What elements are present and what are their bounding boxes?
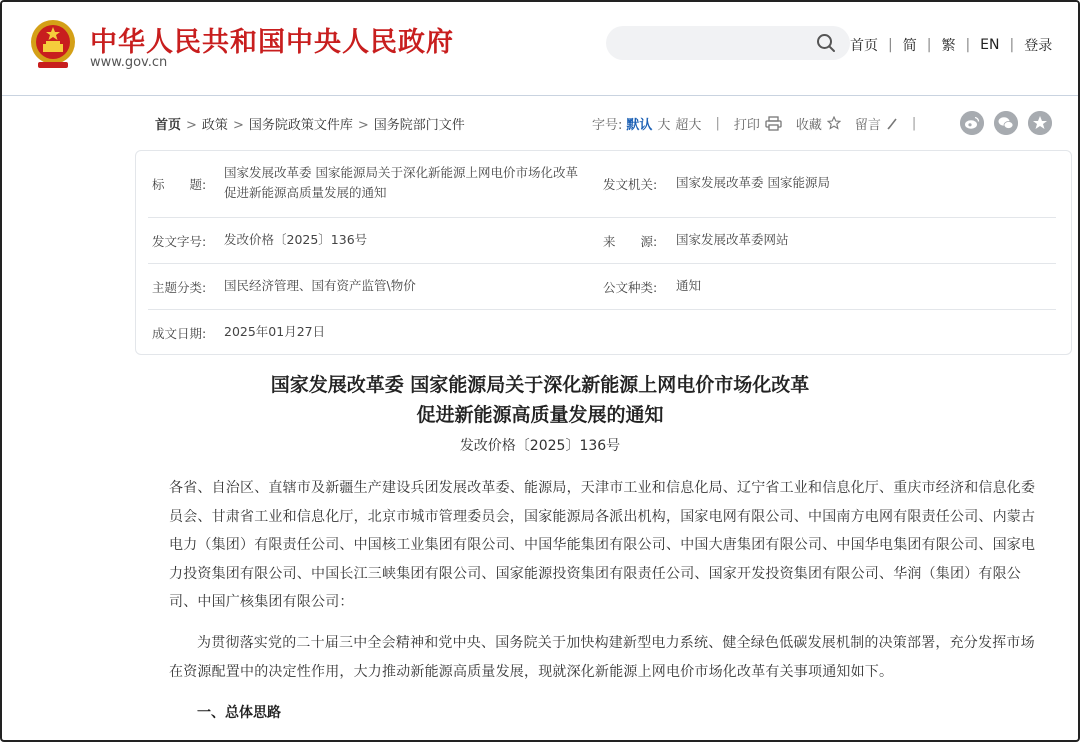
- addressees-paragraph: 各省、自治区、直辖市及新疆生产建设兵团发展改革委、能源局，天津市工业和信息化局、辽宁省工业和信息化厅、重庆市经济和信息化委员会、甘肃省工业和信息化厅，北京市城市管理委员会，国家能源局各派出机构，国家电网有限公司、中国南方电网有限责任公司、内蒙古电力（集团）有限责任公司、中国核工业集团有限公司、中国华能集团有限公司、中国大唐集团有限公司、中国华电集团有限公司、国家电力投资集团有限公司、中国长江三峡集团有限公司、国家能源投资集团有限责任公司、国家开发投资集团有限公司、华润（集团）有限公司、中国广核集团有限公司：: [169, 480, 1036, 610]
- date-label: 成文日期:: [152, 326, 207, 341]
- site-header: [2, 2, 1078, 96]
- nav-home[interactable]: 首页: [850, 38, 878, 54]
- topic-value: 国民经济管理、国有资产监管\物价: [224, 278, 416, 293]
- intro-paragraph: 为贯彻落实党的二十届三中全会精神和党中央、国务院关于加快构建新型电力系统、健全绿色低碳发展机制的决策部署，充分发挥市场在资源配置中的决定性作用，大力推动新能源高质量发展，现就深化新能源上网电价市场化改革有关事项通知如下。: [169, 635, 1035, 680]
- national-emblem-icon[interactable]: [28, 18, 78, 70]
- search-input[interactable]: [606, 26, 850, 60]
- site-name[interactable]: 中华人民共和国中央人民政府: [90, 27, 454, 58]
- nav-separator: |: [965, 37, 971, 53]
- font-size-label: 字号:: [592, 117, 623, 133]
- article-title-line2: 促进新能源高质量发展的通知: [416, 404, 664, 426]
- breadcrumb-department-docs[interactable]: 国务院部门文件: [373, 118, 465, 133]
- top-nav: [850, 35, 1052, 55]
- font-xlarge-button[interactable]: 超大: [675, 117, 702, 133]
- tools-separator: |: [715, 115, 720, 131]
- tools-separator: |: [911, 115, 917, 131]
- row-divider: [148, 309, 1056, 310]
- row-divider: [148, 263, 1056, 264]
- breadcrumb-policy-library[interactable]: 国务院政策文件库: [248, 118, 353, 133]
- row-divider: [148, 217, 1056, 218]
- issuer-label: 发文机关:: [603, 177, 658, 192]
- wechat-share-icon[interactable]: [994, 111, 1018, 135]
- favorite-button[interactable]: 收藏: [795, 117, 822, 133]
- title-value-line2: 促进新能源高质量发展的通知: [224, 185, 387, 200]
- nav-separator: |: [888, 37, 893, 53]
- printer-icon[interactable]: [765, 116, 782, 131]
- breadcrumb-separator: >: [232, 118, 244, 133]
- section-heading: 一、总体思路: [197, 705, 281, 721]
- doctype-value: 通知: [676, 278, 702, 293]
- nav-login[interactable]: 登录: [1024, 38, 1053, 54]
- document-info-table: [135, 150, 1072, 355]
- title-label: 标 题:: [152, 177, 207, 192]
- docno-label: 发文字号:: [152, 234, 207, 249]
- comment-button[interactable]: 留言: [854, 117, 881, 133]
- breadcrumb-home[interactable]: 首页: [155, 118, 182, 133]
- star-icon[interactable]: [827, 116, 841, 130]
- date-value: 2025年01月27日: [224, 324, 326, 339]
- breadcrumb-separator: >: [357, 118, 369, 133]
- weibo-share-icon[interactable]: [960, 111, 984, 135]
- page-tools: [592, 112, 930, 134]
- breadcrumb: [155, 114, 465, 133]
- source-value: 国家发展改革委网站: [676, 232, 789, 247]
- article-doc-number: 发改价格〔2025〕136号: [459, 438, 621, 454]
- site-url: www.gov.cn: [90, 55, 168, 70]
- font-large-button[interactable]: 大: [657, 117, 671, 133]
- source-label: 来 源:: [603, 234, 658, 249]
- nav-simplified[interactable]: 简: [902, 38, 917, 54]
- search-icon[interactable]: [816, 33, 836, 53]
- title-value: [224, 163, 604, 203]
- doctype-label: 公文种类:: [603, 280, 658, 295]
- print-button[interactable]: 打印: [733, 117, 760, 133]
- nav-separator: |: [1009, 37, 1015, 53]
- pencil-icon[interactable]: [886, 117, 898, 130]
- breadcrumb-policy[interactable]: 政策: [201, 118, 228, 133]
- docno-value: 发改价格〔2025〕136号: [224, 232, 368, 247]
- nav-traditional[interactable]: 繁: [941, 38, 956, 54]
- breadcrumb-separator: >: [186, 118, 197, 133]
- nav-english[interactable]: EN: [980, 37, 1000, 53]
- issuer-value: 国家发展改革委 国家能源局: [676, 175, 830, 190]
- title-value-line1: 国家发展改革委 国家能源局关于深化新能源上网电价市场化改革: [224, 165, 578, 180]
- qzone-share-icon[interactable]: [1028, 111, 1052, 135]
- font-default-button[interactable]: 默认: [626, 117, 653, 133]
- topic-label: 主题分类:: [152, 280, 207, 295]
- nav-separator: |: [926, 37, 932, 53]
- article-title-line1: 国家发展改革委 国家能源局关于深化新能源上网电价市场化改革: [270, 374, 810, 396]
